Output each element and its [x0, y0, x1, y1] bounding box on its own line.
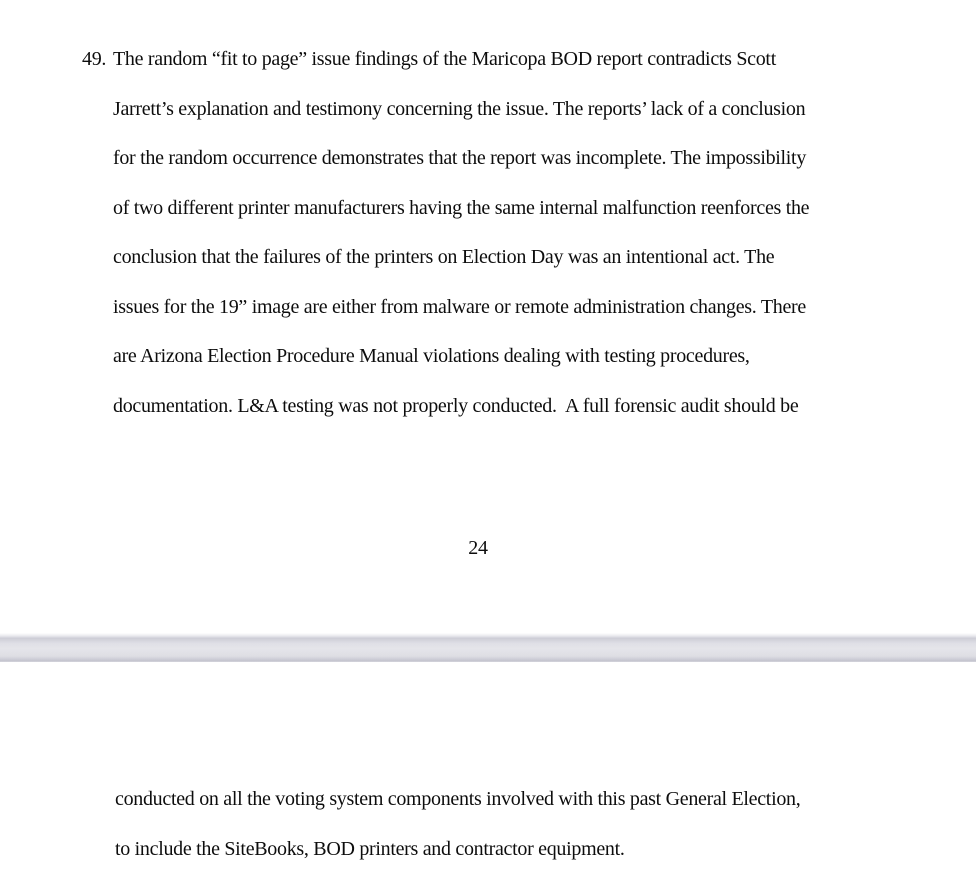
text-line: conclusion that the failures of the printers on Election Day was an intentional act. The: [113, 246, 775, 268]
text-line: issues for the 19” image are either from malware or remote administration changes. There: [113, 295, 806, 318]
text-line: of two different printer manufacturers having the same internal malfunction reenforces the: [113, 196, 810, 219]
text-line: for the random occurrence demonstrates that the report was incomplete. The impossibility: [113, 147, 807, 169]
text-line: Jarrett’s explanation and testimony concerning the issue. The reports’ lack of a conclusion: [113, 97, 806, 120]
text-line: conducted on all the voting system components involved with this past General Election,: [115, 788, 801, 810]
page-number: 24: [468, 537, 488, 559]
paragraph-number: 49.: [82, 48, 107, 70]
paragraph-lines: [113, 35, 976, 431]
text-line: documentation. L&A testing was not properly conducted. A full forensic audit should be: [113, 394, 799, 417]
text-line: to include the SiteBooks, BOD printers and contractor equipment.: [115, 837, 625, 860]
continuation-lines: [115, 775, 976, 874]
paragraph-49: [82, 35, 976, 431]
text-line: are Arizona Election Procedure Manual violations dealing with testing procedures,: [113, 345, 750, 367]
text-line: The random “fit to page” issue findings of the Maricopa BOD report contradicts Scott: [113, 48, 776, 70]
page-separator: [0, 633, 976, 662]
